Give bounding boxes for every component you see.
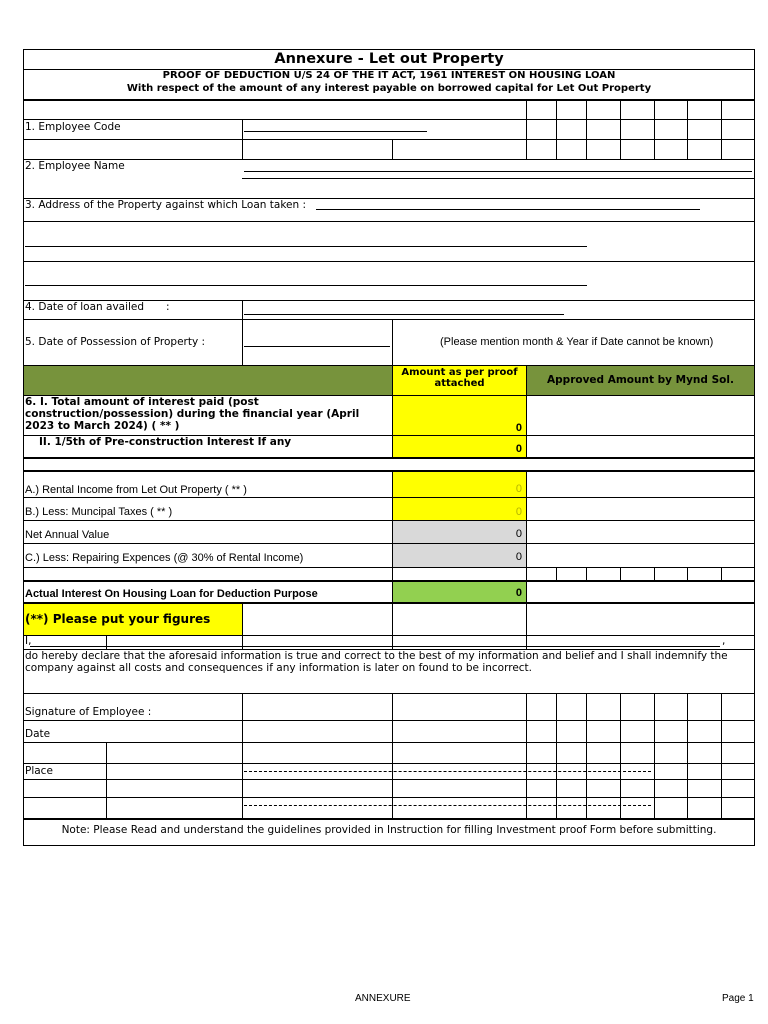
divider xyxy=(23,797,755,798)
grid-line xyxy=(526,693,527,819)
divider xyxy=(23,763,755,764)
grid-line xyxy=(392,693,393,819)
divider xyxy=(23,567,755,568)
grid-line xyxy=(242,119,243,159)
divider xyxy=(23,543,755,544)
declaration-name-field[interactable] xyxy=(30,646,720,647)
figures-note: (**) Please put your figures xyxy=(25,612,211,626)
grid-line xyxy=(556,567,557,580)
grid-line xyxy=(556,693,557,819)
signature-label: Signature of Employee : xyxy=(25,706,152,718)
actual-interest-value: 0 xyxy=(515,587,522,599)
repairing-value: 0 xyxy=(515,551,522,563)
subtitle-respect: With respect of the amount of any interest payable on borrowed capital for Let Out Property xyxy=(126,82,652,94)
divider xyxy=(23,261,755,262)
rental-income-label: A.) Rental Income from Let Out Property ( ** ) xyxy=(25,484,247,496)
grid-line xyxy=(526,365,527,457)
address-label: 3. Address of the Property against which Loan taken : xyxy=(25,199,307,211)
divider xyxy=(23,457,755,459)
header-cell-blank xyxy=(24,366,392,395)
divider xyxy=(23,470,755,472)
grid-line xyxy=(556,100,557,159)
grid-line xyxy=(526,471,527,567)
repairing-label: C.) Less: Repairing Expences (@ 30% of Rental Income) xyxy=(25,552,304,564)
grid-line xyxy=(526,100,527,159)
grid-line xyxy=(586,567,587,580)
declaration-i: I, xyxy=(25,635,32,647)
grid-line xyxy=(721,100,722,159)
possession-note: (Please mention month & Year if Date cannot be known) xyxy=(440,336,714,348)
possession-date-field[interactable] xyxy=(244,346,390,347)
subtitle-proof: PROOF OF DEDUCTION U/S 24 OF THE IT ACT, 1961 INTEREST ON HOUSING LOAN xyxy=(162,70,616,81)
grid-line xyxy=(526,582,527,602)
divider xyxy=(23,119,755,120)
grid-line xyxy=(242,604,243,635)
municipal-taxes-label: B.) Less: Muncipal Taxes ( ** ) xyxy=(25,506,173,518)
divider xyxy=(23,580,755,582)
divider xyxy=(23,99,755,101)
place-field[interactable] xyxy=(244,771,651,772)
grid-line xyxy=(620,100,621,159)
grid-line xyxy=(687,100,688,159)
preconstruction-label: II. 1/5th of Pre-construction Interest If any xyxy=(39,436,292,448)
municipal-taxes-value: 0 xyxy=(515,506,522,518)
grid-line xyxy=(392,604,393,635)
grid-line xyxy=(242,300,243,320)
page-footer-center: ANNEXURE xyxy=(355,993,411,1004)
page-footer-right: Page 1 xyxy=(722,993,754,1004)
grid-line xyxy=(242,319,243,365)
declaration-text: do hereby declare that the aforesaid information is true and correct to the best of my information and belief and I shall indemnify the company against all costs and consequences if any information is later on found to be incorrect. xyxy=(25,650,728,674)
grid-line xyxy=(392,139,393,159)
grid-line xyxy=(620,567,621,580)
grid-line xyxy=(721,567,722,580)
grid-line xyxy=(242,693,243,819)
address-field-1[interactable] xyxy=(316,209,700,210)
date-label: Date xyxy=(25,728,51,740)
interest-total-value: 0 xyxy=(515,422,522,434)
grid-line xyxy=(526,567,527,580)
declaration-comma: , xyxy=(722,635,726,647)
loan-date-colon: : xyxy=(166,301,170,313)
divider xyxy=(23,635,755,636)
divider xyxy=(23,520,755,521)
grid-line xyxy=(620,693,621,819)
divider xyxy=(23,221,755,222)
footer-note: Note: Please Read and understand the guidelines provided in Instruction for filling Investment proof Form before submitting. xyxy=(61,824,717,836)
loan-date-label: 4. Date of loan availed xyxy=(25,301,145,313)
grid-line xyxy=(526,604,527,635)
divider xyxy=(23,693,755,694)
rental-income-value: 0 xyxy=(515,483,522,495)
preconstruction-value: 0 xyxy=(515,443,522,455)
divider xyxy=(23,779,755,780)
grid-line xyxy=(721,693,722,819)
employee-name-label: 2. Employee Name xyxy=(25,160,125,172)
place-label: Place xyxy=(25,765,53,777)
amount-proof-header: Amount as per proof attached xyxy=(401,367,518,389)
divider xyxy=(23,742,755,743)
grid-line xyxy=(586,693,587,819)
employee-code-field[interactable] xyxy=(244,131,427,132)
address-field-2[interactable] xyxy=(25,246,587,247)
grid-line xyxy=(654,693,655,819)
grid-line xyxy=(392,319,393,365)
divider xyxy=(23,497,755,498)
interest-total-label: 6. I. Total amount of interest paid (post construction/possession) during the financial year (April 2023 to March 2024) ( ** ) xyxy=(25,396,360,432)
divider xyxy=(23,818,755,820)
divider xyxy=(23,720,755,721)
divider xyxy=(23,139,755,140)
approved-amount-header: Approved Amount by Mynd Sol. xyxy=(547,374,734,386)
grid-line xyxy=(687,693,688,819)
grid-line xyxy=(654,567,655,580)
net-annual-label: Net Annual Value xyxy=(25,529,110,541)
grid-line xyxy=(654,100,655,159)
address-field-3[interactable] xyxy=(25,285,587,286)
divider xyxy=(23,159,755,160)
page-title: Annexure - Let out Property xyxy=(274,51,504,67)
grid-line xyxy=(687,567,688,580)
signature-field[interactable] xyxy=(244,805,651,806)
grid-line xyxy=(392,567,393,580)
actual-interest-label: Actual Interest On Housing Loan for Deduction Purpose xyxy=(25,588,318,600)
grid-line xyxy=(586,100,587,159)
grid-line xyxy=(106,742,107,819)
loan-date-field[interactable] xyxy=(244,314,564,315)
employee-code-label: 1. Employee Code xyxy=(25,121,121,133)
net-annual-value: 0 xyxy=(515,528,522,540)
divider xyxy=(242,178,755,179)
possession-date-label: 5. Date of Possession of Property : xyxy=(25,336,206,348)
employee-name-field[interactable] xyxy=(244,171,752,172)
grid-line xyxy=(392,582,393,602)
divider xyxy=(23,319,755,320)
